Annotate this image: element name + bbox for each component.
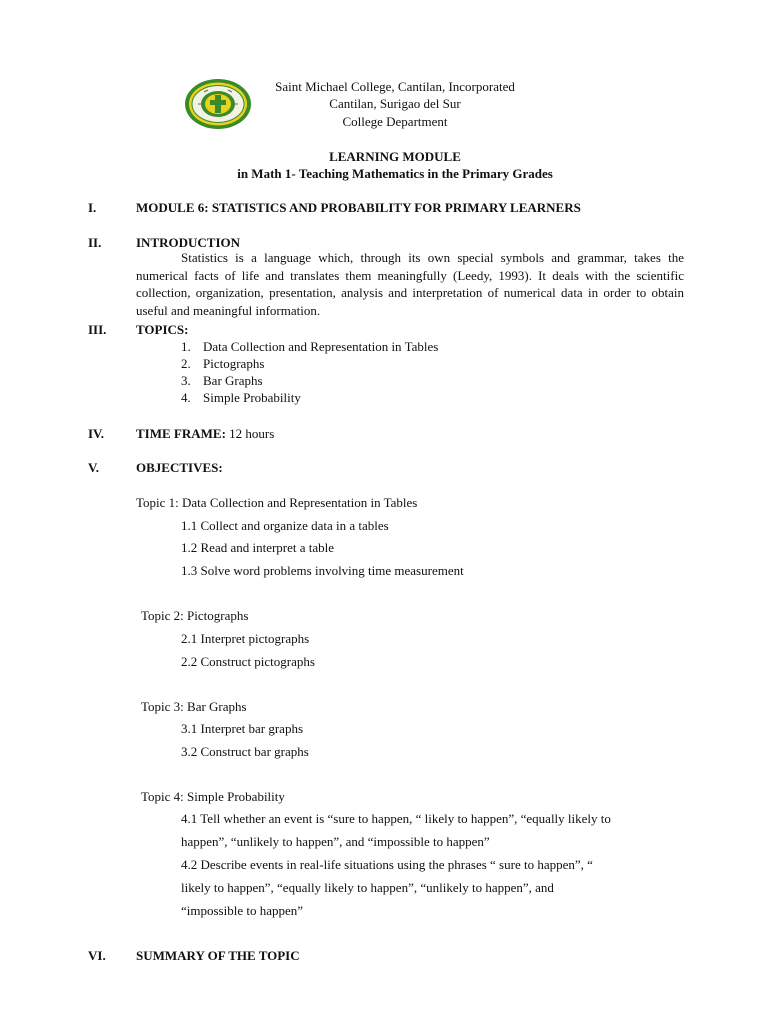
objective-item: 1.3 Solve word problems involving time measurement <box>181 563 464 578</box>
introduction-text: Statistics is a language which, through its own special symbols and grammar, takes the numerical facts of life and translates them meaningfully (Leedy, 1993). It deals with the scientific collection, organization, presentation, analysis and interpretation of numerical data in order to obtain useful and meaningful information. <box>136 250 684 318</box>
section-title-objectives: OBJECTIVES: <box>136 460 223 475</box>
objective-item: 2.1 Interpret pictographs <box>181 631 310 646</box>
objective-item: 1.1 Collect and organize data in a tables <box>181 518 389 533</box>
section-title-time-frame: TIME FRAME: <box>136 426 226 441</box>
topic-item: Simple Probability <box>203 390 301 405</box>
objective-topic-heading: Topic 3: Bar Graphs <box>141 699 247 714</box>
objective-topic-heading: Topic 2: Pictographs <box>141 608 249 623</box>
section-number: I. <box>88 200 97 215</box>
module-subtitle: in Math 1- Teaching Mathematics in the Primary Grades <box>237 166 553 181</box>
section-number: III. <box>88 322 107 337</box>
objective-item: 4.2 Describe events in real-life situations using the phrases “ sure to happen”, “ <box>181 857 593 872</box>
section-title-topics: TOPICS: <box>136 322 189 337</box>
topic-item: Pictographs <box>203 356 265 371</box>
section-number: VI. <box>88 948 106 963</box>
objective-topic-heading: Topic 1: Data Collection and Representation in Tables <box>136 495 418 510</box>
time-frame-line <box>136 426 274 442</box>
topic-item: Bar Graphs <box>203 373 263 388</box>
objective-item-continued: “impossible to happen” <box>181 903 304 918</box>
topic-number: 3. <box>181 373 191 388</box>
objective-item-continued: likely to happen”, “equally likely to happen”, “unlikely to happen”, and <box>181 880 554 895</box>
section-title-summary: SUMMARY OF THE TOPIC <box>136 948 300 963</box>
time-frame-value: 12 hours <box>229 426 275 441</box>
topic-item: Data Collection and Representation in Tables <box>203 339 439 354</box>
department-name: College Department <box>342 114 448 129</box>
topic-number: 4. <box>181 390 191 405</box>
objective-item: 3.2 Construct bar graphs <box>181 744 309 759</box>
objective-item: 4.1 Tell whether an event is “sure to happen, “ likely to happen”, “equally likely to <box>181 811 611 826</box>
institution-location: Cantilan, Surigao del Sur <box>329 96 461 111</box>
section-number: IV. <box>88 426 105 441</box>
objective-item-continued: happen”, “unlikely to happen”, and “impossible to happen” <box>181 834 490 849</box>
section-number: II. <box>88 235 102 250</box>
topic-number: 1. <box>181 339 191 354</box>
introduction-paragraph <box>136 249 684 319</box>
objective-item: 2.2 Construct pictographs <box>181 654 315 669</box>
section-title-introduction: INTRODUCTION <box>136 235 241 250</box>
section-title-module: MODULE 6: STATISTICS AND PROBABILITY FOR PRIMARY LEARNERS <box>136 200 581 215</box>
module-title: LEARNING MODULE <box>329 149 461 164</box>
institution-name: Saint Michael College, Cantilan, Incorporated <box>275 79 515 94</box>
section-number: V. <box>88 460 99 475</box>
objective-item: 3.1 Interpret bar graphs <box>181 721 304 736</box>
objective-topic-heading: Topic 4: Simple Probability <box>141 789 285 804</box>
topic-number: 2. <box>181 356 191 371</box>
objective-item: 1.2 Read and interpret a table <box>181 540 335 555</box>
